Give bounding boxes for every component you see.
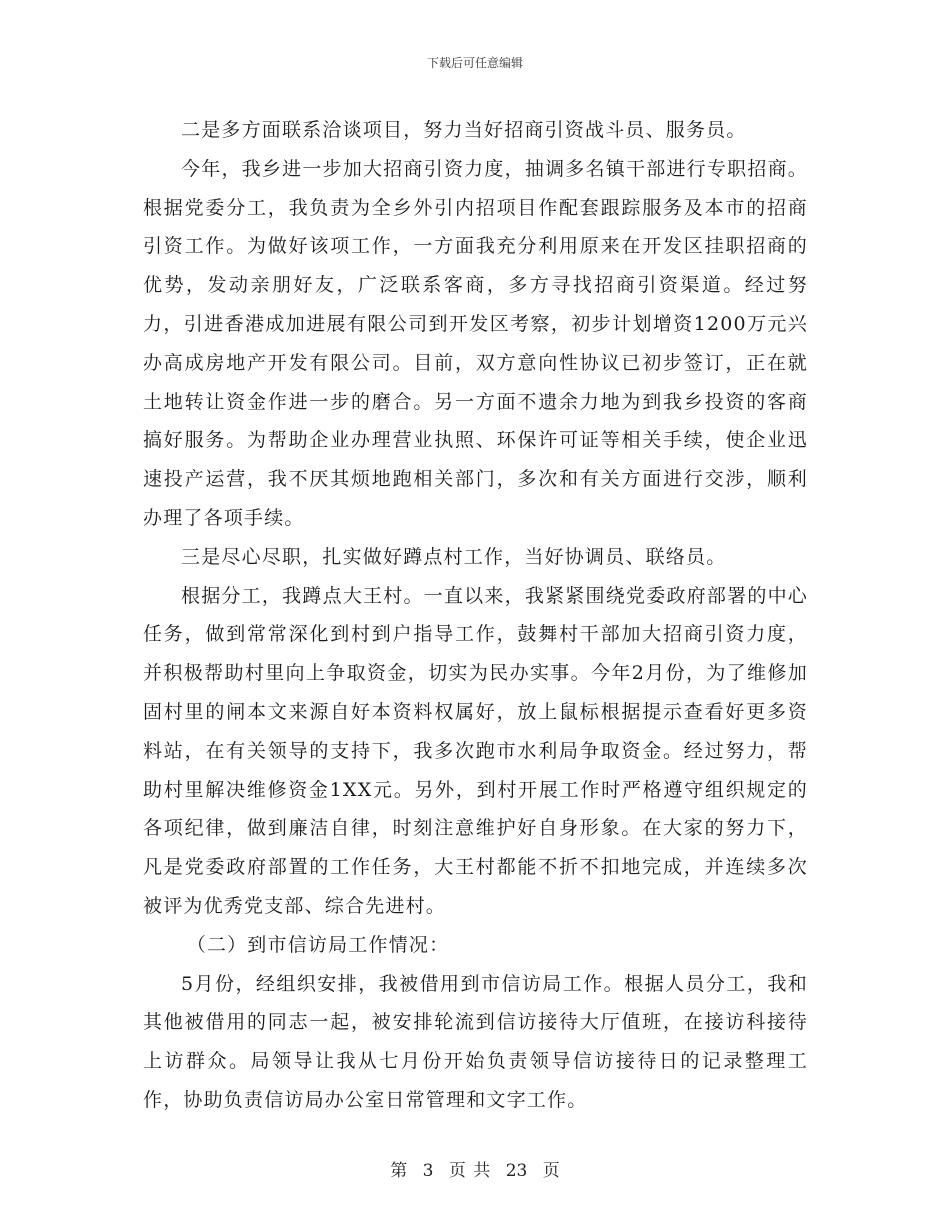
footer-suffix: 页: [542, 1161, 560, 1181]
paragraph-point-two-heading: 二是多方面联系洽谈项目，努力当好招商引资战斗员、服务员。: [181, 119, 747, 141]
page-header: 下载后可任意编辑: [426, 56, 523, 70]
current-page-number: 3: [422, 1161, 434, 1181]
paragraph-investment: 今年，我乡进一步加大招商引资力度，抽调多名镇干部进行专职招商。根据党委分工，我负责为全乡外引内招项目作配套跟踪服务及本市的招商引资工作。为做好该项工作，一方面我充分利用原来在开发区挂职招商的优势，发动亲朋好友，广泛联系客商，多方寻找招商引资渠道。经过努力，引进香港成加进展有限公司到开发区考察，初步计划增资1200万元兴办高成房地产开发有限公司。目前，双方意向性协议已初步签订，正在就土地转让资金作进一步的磨合。另一方面不遗余力地为到我乡投资的客商搞好服务。为帮助企业办理营业执照、环保许可证等相关手续，使企业迅速投产运营，我不厌其烦地跑相关部门，多次和有关方面进行交涉，顺利办理了各项手续。: [143, 157, 808, 529]
footer-prefix: 第: [390, 1161, 408, 1181]
page-footer: [0, 1156, 950, 1181]
paragraph-petition-bureau: 5月份，经组织安排，我被借用到市信访局工作。根据人员分工，我和其他被借用的同志一起，被安排轮流到信访接待大厅值班，在接访科接待上访群众。局领导让我从七月份开始负责领导信访接待日的记录整理工作，协助负责信访局办公室日常管理和文字工作。: [143, 972, 808, 1111]
section-heading-petition-bureau: （二）到市信访局工作情况：: [186, 933, 450, 956]
total-page-count: 23: [505, 1161, 528, 1181]
footer-middle: 页 共: [448, 1161, 491, 1181]
document-body: [143, 111, 808, 1120]
paragraph-village-work: 根据分工，我蹲点大王村。一直以来，我紧紧围绕党委政府部署的中心任务，做到常常深化到村到户指导工作，鼓舞村干部加大招商引资力度，并积极帮助村里向上争取资金，切实为民办实事。今年2月份，为了维修加固村里的闸本文来源自好本资料权属好，放上鼠标根据提示查看好更多资料站，在有关领导的支持下，我多次跑市水利局争取资金。经过努力，帮助村里解决维修资金1XX元。另外，到村开展工作时严格遵守组织规定的各项纪律，做到廉洁自律，时刻注意维护好自身形象。在大家的努力下，凡是党委政府部置的工作任务，大王村都能不折不扣地完成，并连续多次被评为优秀党支部、综合先进村。: [143, 584, 808, 917]
paragraph-point-three-heading: 三是尽心尽职，扎实做好蹲点村工作，当好协调员、联络员。: [181, 545, 727, 568]
